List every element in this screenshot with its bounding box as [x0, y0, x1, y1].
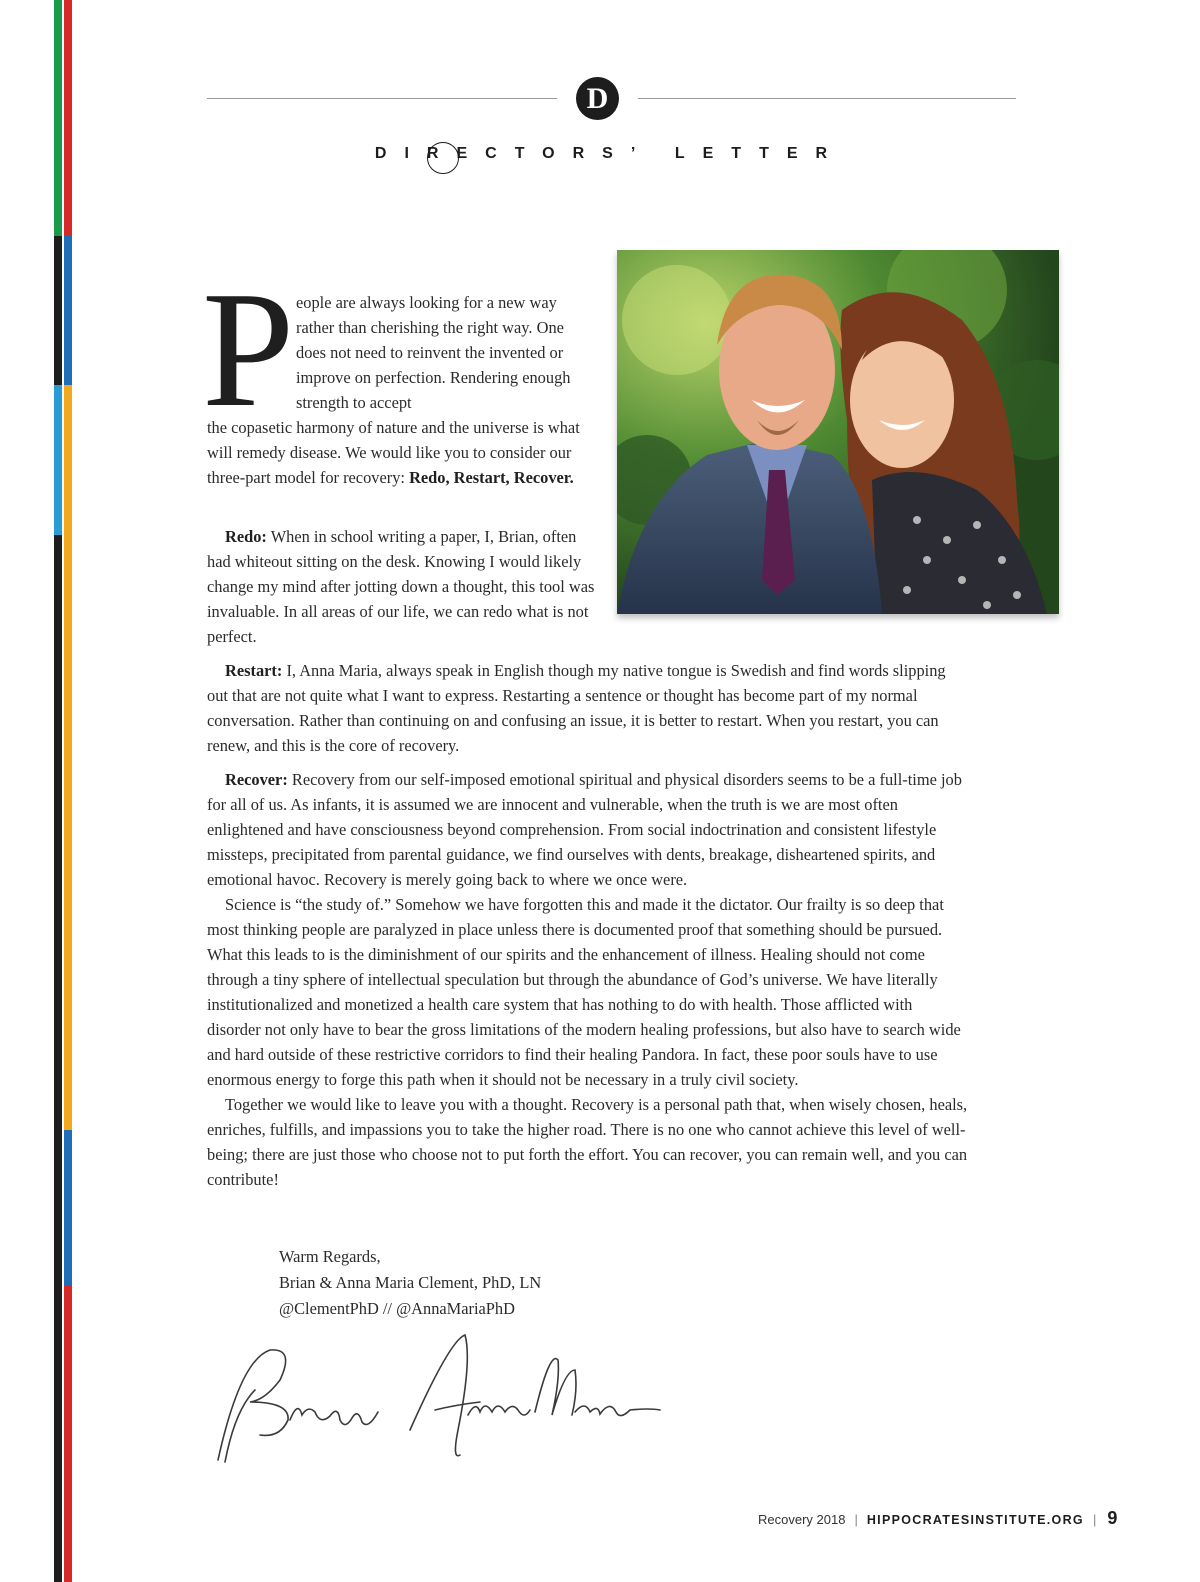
stripe-segment — [54, 0, 62, 236]
intro-paragraph-continued — [207, 415, 599, 490]
restart-label: Restart: — [225, 661, 283, 680]
page-footer — [758, 1508, 1118, 1532]
footer-issue: Recovery 2018 — [758, 1512, 846, 1527]
stripe-segment — [64, 1130, 72, 1285]
redo-paragraph — [207, 524, 599, 649]
intro-bold-model: Redo, Restart, Recover. — [409, 468, 574, 487]
restart-text: I, Anna Maria, always speak in English though my native tongue is Swedish and find words slipping out that are not quite what I want to express. Restarting a sentence or thought has become part of my normal conversation. Rather than continuing on and confusing an issue, it is better to restart. When you restart, you can renew, and this is the core of recovery. — [207, 661, 946, 755]
section-badge: D — [576, 77, 619, 120]
redo-text: When in school writing a paper, I, Brian, often had whiteout sitting on the desk. Knowing I would likely change my mind after jotting down a thought, this tool was invaluable. In all areas of our life, we can redo what is not perfect. — [207, 527, 595, 646]
stripe-segment — [64, 385, 72, 535]
recover-label: Recover: — [225, 770, 288, 789]
science-paragraph: Science is “the study of.” Somehow we have forgotten this and made it the dictator. Our frailty is so deep that most thinking people are paralyzed in place unless there is documented proof that something should be pursued. What this leads to is the diminishment of our spirits and the enhancement of illness. Healing should not come through a tiny sphere of intellectual speculation but through the abundance of God’s universe. We have literally institutionalized and monetized a health care system that has nothing to do with health. Those afflicted with disorder not only have to bear the gross limitations of the modern healing professions, but also have to search wide and hard outside of these restrictive corridors to find their healing Pandora. In fact, these poor souls have to use enormous energy to forge this path when it should not be necessary in a truly civil society. — [207, 895, 961, 1089]
stripe-segment — [54, 1130, 62, 1285]
stripe-segment — [64, 535, 72, 1130]
section-title: DIRECTORS’ LETTER — [374, 145, 846, 162]
stripe-segment — [54, 385, 62, 535]
closing-handles: @ClementPhD // @AnnaMariaPhD — [279, 1299, 515, 1318]
stripe-segment — [54, 236, 62, 385]
intro-paragraph-lead: eople are always looking for a new way rather than cherishing the right way. One does not need to reinvent the invented or improve on perfection. Rendering enough strength to accept — [296, 293, 571, 412]
footer-separator: | — [854, 1512, 858, 1527]
recover-section — [207, 767, 969, 1192]
page-number: 9 — [1107, 1508, 1118, 1528]
restart-paragraph — [207, 658, 969, 758]
left-color-stripe-inner — [64, 0, 72, 1582]
closing-salutation: Warm Regards, — [279, 1247, 381, 1266]
recover-paragraph — [207, 767, 969, 892]
intro-text: the copasetic harmony of nature and the universe is what will remedy disease. We would like you to consider our three-part model for recovery: — [207, 418, 580, 487]
stripe-segment — [64, 1285, 72, 1582]
recover-text: Recovery from our self-imposed emotional spiritual and physical disorders seems to be a full-time job for all of us. As infants, it is assumed we are innocent and vulnerable, when the truth is we are most often enlightened and have consciousness beyond comprehension. From social indoctrination and consistent lifestyle missteps, precipitated from parental guidance, we find ourselves with dents, breakage, disheartened spirits, and emotional havoc. Recovery is merely going back to where we once were. — [207, 770, 962, 889]
directors-photo — [617, 250, 1059, 614]
closing-block — [279, 1244, 679, 1322]
stripe-segment — [64, 0, 72, 236]
closing-names: Brian & Anna Maria Clement, PhD, LN — [279, 1273, 542, 1292]
drop-cap: P — [202, 257, 295, 441]
stripe-segment — [54, 1285, 62, 1582]
left-color-stripe-outer — [54, 0, 62, 1582]
together-paragraph: Together we would like to leave you with a thought. Recovery is a personal path that, when wisely chosen, heals, enriches, fulfills, and impassions you to take the higher road. There is no one who cannot achieve this level of well-being; there are just those who choose not to put forth the effort. You can recover, you can remain well, and you can contribute! — [207, 1095, 968, 1189]
stripe-segment — [54, 535, 62, 1130]
redo-label: Redo: — [225, 527, 267, 546]
stripe-segment — [64, 236, 72, 385]
footer-separator: | — [1092, 1512, 1097, 1527]
header-rule-left — [207, 98, 557, 99]
header-rule-right — [638, 98, 1016, 99]
signature-text: Brian Anna Maria — [180, 1320, 188, 1321]
footer-website-link[interactable]: HIPPOCRATESINSTITUTE.ORG — [866, 1513, 1084, 1527]
handwritten-signature — [180, 1320, 700, 1510]
